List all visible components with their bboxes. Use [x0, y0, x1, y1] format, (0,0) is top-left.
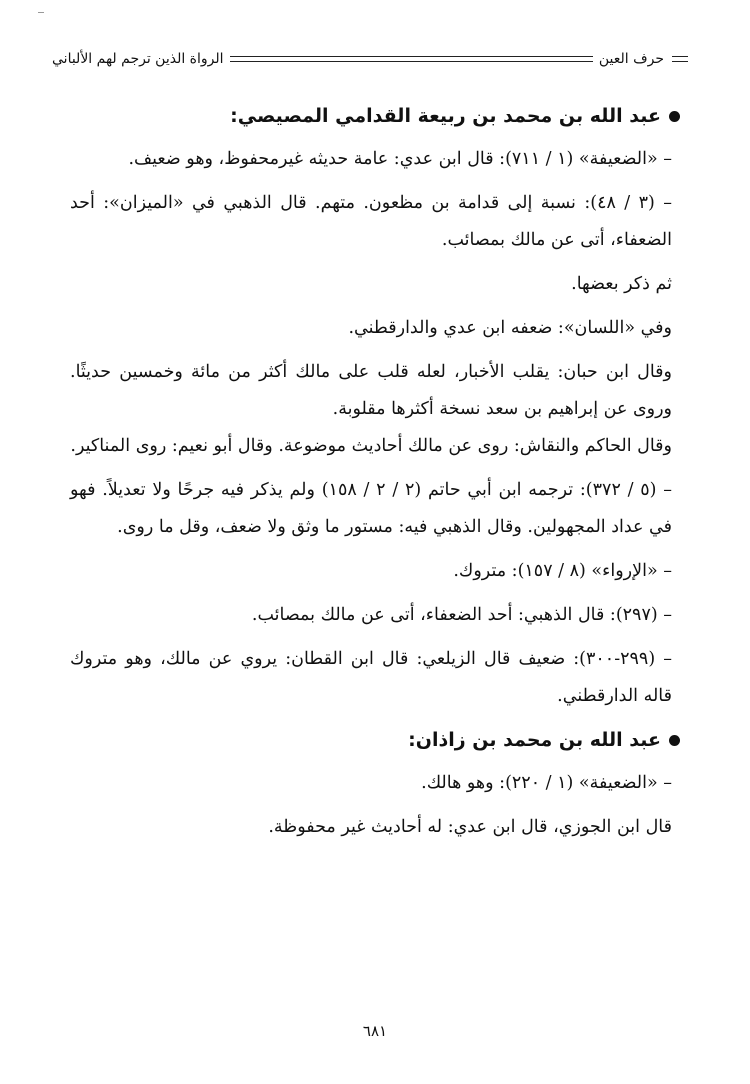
- entry-heading-text: عبد الله بن محمد بن زاذان:: [408, 729, 661, 751]
- header-rule-long: [230, 56, 593, 62]
- header-rule-short: [672, 56, 688, 62]
- entry-heading: [78, 722, 680, 759]
- paragraph: – «الضعيفة» (١ / ٧١١): قال ابن عدي: عامة حديثه غيرمحفوظ، وهو ضعيف.: [128, 149, 672, 169]
- bullet-icon: [669, 735, 680, 746]
- paragraph: – (٣ / ٤٨): نسبة إلى قدامة بن مظعون. متهم. قال الذهبي في «الميزان»: أحد الضعفاء، أتى عن مالك بمصائب.: [70, 193, 673, 250]
- paragraph: – «الإرواء» (٨ / ١٥٧): متروك.: [453, 561, 672, 581]
- paragraph: – (٢٩٩-٣٠٠): ضعيف قال الزيلعي: قال ابن القطان: يروي عن مالك، وهو متروك قاله الدارقطني.: [70, 649, 672, 706]
- bullet-icon: [669, 111, 680, 122]
- paragraph: وقال ابن حبان: يقلب الأخبار، لعله قلب على مالك أكثر من مائة وخمسين حديثًا. وروى عن إبراهيم بن سعد نسخة أكثرها مقلوبة.: [70, 362, 672, 419]
- paragraph: وفي «اللسان»: ضعفه ابن عدي والدارقطني.: [348, 318, 672, 338]
- running-header: [52, 44, 688, 74]
- paragraph: – «الضعيفة» (١ / ٢٢٠): وهو هالك.: [421, 773, 672, 793]
- paragraph: وقال الحاكم والنقاش: روى عن مالك أحاديث موضوعة. وقال أبو نعيم: روى المناكير.: [70, 436, 672, 456]
- entry-heading: [78, 98, 680, 135]
- scan-mark: [38, 12, 44, 13]
- paragraph: – (٢٩٧): قال الذهبي: أحد الضعفاء، أتى عن مالك بمصائب.: [251, 605, 672, 625]
- page-body: [70, 98, 672, 853]
- header-title: الرواة الذين ترجم لهم الألباني: [52, 51, 224, 67]
- paragraph: قال ابن الجوزي، قال ابن عدي: له أحاديث غير محفوظة.: [268, 817, 672, 837]
- entry-heading-text: عبد الله بن محمد بن ربيعة القدامي المصيصي:: [230, 105, 661, 127]
- paragraph: – (٥ / ٣٧٢): ترجمه ابن أبي حاتم (٢ / ٢ / ١٥٨) ولم يذكر فيه جرحًا ولا تعديلاً. فهو في عداد المجهولين. وقال الذهبي فيه: مستور ما وثق ولا ضعف، وقل ما روى.: [70, 480, 673, 537]
- paragraph: ثم ذكر بعضها.: [571, 274, 672, 294]
- header-section: حرف العين: [598, 51, 664, 67]
- page-number: ٦٨١: [362, 1022, 388, 1040]
